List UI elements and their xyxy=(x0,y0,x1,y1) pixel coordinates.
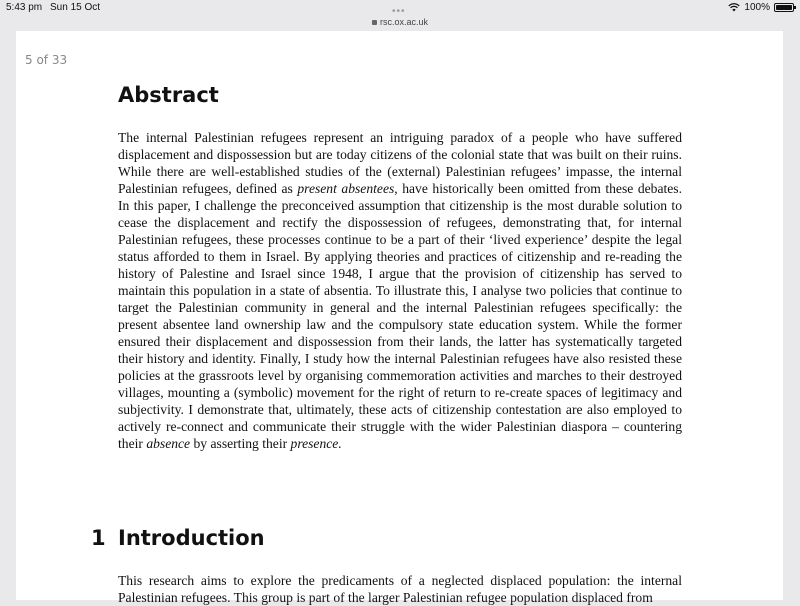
battery-fill xyxy=(776,5,792,10)
document-page[interactable] xyxy=(16,31,783,605)
page-counter: 5 of 33 xyxy=(25,53,68,67)
url-display[interactable] xyxy=(0,17,800,27)
battery-cap xyxy=(794,6,796,9)
status-date: Sun 15 Oct xyxy=(50,2,101,13)
abstract-italic-text: presence. xyxy=(290,436,342,451)
abstract-text: , have historically been omitted from these debates. In this paper, I challenge the preconceived assumption that citizenship is the most durable solution to cease the displacement and rectify the dispossession of refugees, demonstrating that, for internal Palestinian refugees, these processes continue to be a part of their ‘lived experience’ despite the legal status afforded to them in Israel. By applying theories and practices of citizenship and re-reading the history of Palestine and Israel since 1948, I argue that the provision of citizenship has served to maintain this population in a state of absentia. To illustrate this, I analyse two policies that continue to target the Palestinian community in general and the internal Palestinian refugees specifically: the present absentee land ownership law and the compulsory state education system. While the former ensured their displacement and dispossession from their lands, the latter has systematically targeted their history and identity. Finally, I study how the internal Palestinian refugees have also resisted these policies at the grassroots level by organising commemoration activities and marches to their destroyed villages, mounting a (symbolic) movement for the right of return to re-create spaces of legitimacy and subjectivity. I demonstrate that, ultimately, these acts of citizenship contestation are also employed to actively re-connect and communicate their struggle with the wider Palestinian diaspora – countering their xyxy=(118,181,682,451)
abstract-paragraph xyxy=(118,129,682,452)
abstract-italic-text: absence xyxy=(146,436,191,451)
abstract-heading: Abstract xyxy=(118,83,219,107)
wifi-icon xyxy=(728,3,740,12)
url-text: rsc.ox.ac.uk xyxy=(379,17,428,27)
abstract-text: The internal Palestinian refugees represent an intriguing paradox of a people who have suffered displacement and dispossession but are today citizens of the colonial state that was built on their ruins. While there are well-established studies of the (external) Palestinian refugees’ impasse, the internal Palestinian refugees, defined as xyxy=(118,130,682,196)
status-time: 5:43 pm xyxy=(6,2,43,13)
ellipsis-icon[interactable]: ••• xyxy=(392,6,406,17)
lock-icon xyxy=(372,20,377,25)
introduction-paragraph: This research aims to explore the predicaments of a neglected displaced population: the internal Palestinian refugees. This group is part of the larger Palestinian refugee population displaced from xyxy=(118,573,682,605)
abstract-italic-text: present absentees xyxy=(297,181,395,196)
section-number: 1 xyxy=(91,526,106,550)
battery-percent: 100% xyxy=(744,2,770,13)
abstract-text: by asserting their xyxy=(190,436,291,451)
section-heading-introduction xyxy=(91,526,265,550)
battery-icon xyxy=(774,3,794,12)
section-title: Introduction xyxy=(118,526,265,550)
